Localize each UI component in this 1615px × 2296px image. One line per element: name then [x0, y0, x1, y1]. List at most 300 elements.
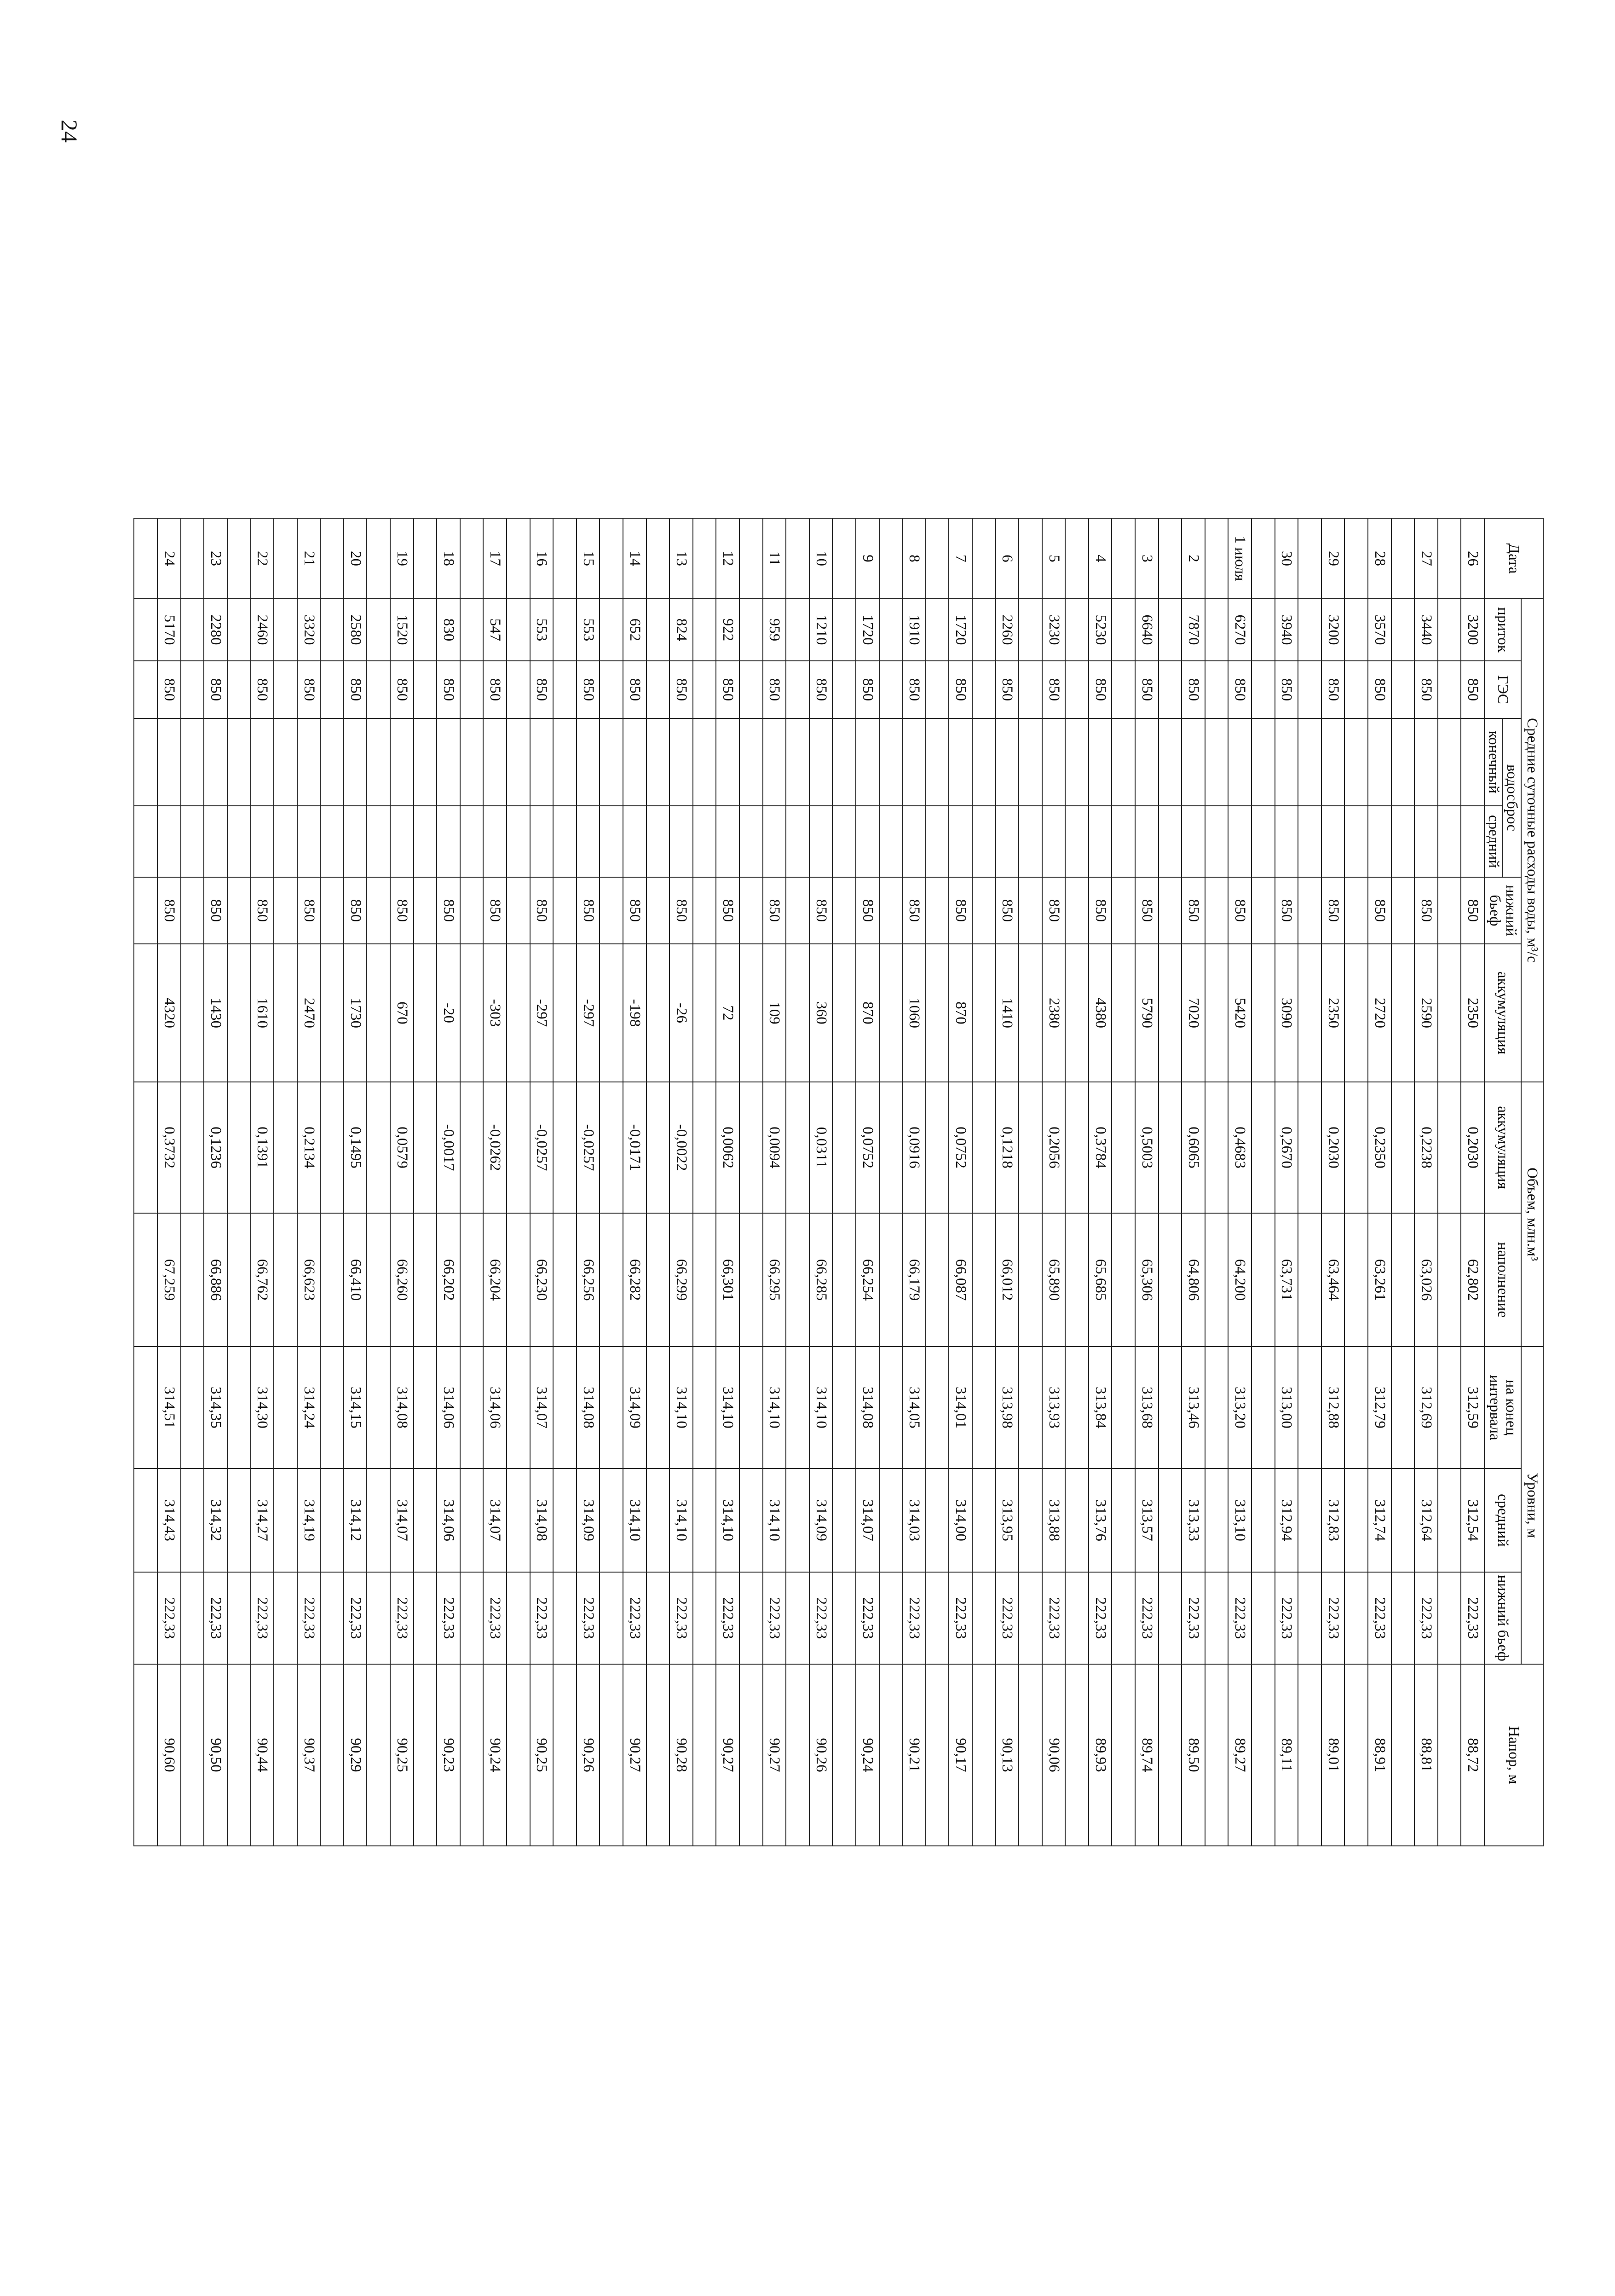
empty-cell: [460, 718, 484, 806]
empty-cell: [507, 1082, 530, 1213]
cell-acc-volume: 0,1218: [996, 1082, 1019, 1213]
empty-cell: [367, 1213, 391, 1347]
cell-inflow: 1520: [390, 599, 414, 661]
cell-spill-avg: [1042, 806, 1066, 877]
table-row-spacer: [1344, 518, 1368, 1846]
empty-cell: [367, 944, 391, 1082]
empty-cell: [879, 1572, 903, 1664]
cell-date: 23: [204, 518, 227, 599]
cell-level-avg: 314,10: [763, 1469, 786, 1572]
cell-acc-volume: 0,2030: [1461, 1082, 1484, 1213]
cell-spill-final: [204, 718, 227, 806]
empty-cell: [1438, 806, 1461, 877]
cell-spill-final: [297, 718, 321, 806]
empty-cell: [414, 599, 437, 661]
cell-hpp: 850: [1042, 661, 1066, 718]
cell-level-avg: 314,08: [530, 1469, 554, 1572]
empty-cell: [832, 806, 856, 877]
empty-cell: [926, 718, 949, 806]
cell-level-avg: 313,95: [996, 1469, 1019, 1572]
cell-spill-avg: [669, 806, 693, 877]
cell-acc-volume: 0,2238: [1414, 1082, 1438, 1213]
empty-cell: [414, 1572, 437, 1664]
empty-cell: [134, 1664, 157, 1846]
empty-cell: [1159, 877, 1182, 944]
cell-acc-volume: 0,2350: [1368, 1082, 1391, 1213]
cell-level-tail: 222,33: [344, 1572, 367, 1664]
empty-cell: [553, 806, 577, 877]
empty-cell: [646, 1572, 670, 1664]
empty-cell: [274, 599, 297, 661]
table-row: [344, 518, 367, 1846]
empty-cell: [1391, 661, 1415, 718]
empty-cell: [926, 1664, 949, 1846]
empty-cell: [1159, 1082, 1182, 1213]
table-row-spacer: [972, 518, 996, 1846]
empty-cell: [1112, 718, 1136, 806]
empty-cell: [739, 1664, 763, 1846]
empty-cell: [1159, 518, 1182, 599]
cell-tail-flow: 850: [1368, 877, 1391, 944]
header-flows-group: Средние суточные расходы воды, м³/с: [1521, 599, 1543, 1082]
empty-cell: [507, 599, 530, 661]
empty-cell: [786, 718, 809, 806]
empty-cell: [739, 599, 763, 661]
cell-filling: 66,282: [623, 1213, 646, 1347]
empty-cell: [739, 1082, 763, 1213]
cell-date: 1 июля: [1228, 518, 1252, 599]
cell-spill-final: [1135, 718, 1159, 806]
table-row-spacer: [879, 518, 903, 1846]
cell-spill-avg: [1368, 806, 1391, 877]
cell-acc-flow: 72: [716, 944, 739, 1082]
empty-cell: [460, 944, 484, 1082]
cell-inflow: 922: [716, 599, 739, 661]
empty-cell: [134, 599, 157, 661]
empty-cell: [553, 1664, 577, 1846]
empty-cell: [367, 661, 391, 718]
empty-cell: [646, 1469, 670, 1572]
empty-cell: [1019, 944, 1042, 1082]
cell-acc-flow: 109: [763, 944, 786, 1082]
cell-level-end: 312,88: [1321, 1347, 1345, 1469]
empty-cell: [1438, 1572, 1461, 1664]
cell-date: 21: [297, 518, 321, 599]
cell-level-avg: 312,83: [1321, 1469, 1345, 1572]
empty-cell: [227, 877, 251, 944]
empty-cell: [739, 518, 763, 599]
empty-cell: [693, 1469, 716, 1572]
empty-cell: [460, 1469, 484, 1572]
empty-cell: [553, 661, 577, 718]
cell-hpp: 850: [251, 661, 274, 718]
empty-cell: [832, 944, 856, 1082]
empty-cell: [460, 518, 484, 599]
cell-acc-volume: 0,0752: [949, 1082, 972, 1213]
empty-cell: [832, 1213, 856, 1347]
header-accumulation-flow: аккумуляция: [1484, 944, 1521, 1082]
empty-cell: [600, 661, 623, 718]
empty-cell: [1252, 1213, 1275, 1347]
empty-cell: [832, 718, 856, 806]
cell-tail-flow: 850: [949, 877, 972, 944]
empty-cell: [1205, 661, 1229, 718]
empty-cell: [1065, 518, 1089, 599]
cell-inflow: 5230: [1089, 599, 1112, 661]
cell-head: 90,44: [251, 1664, 274, 1846]
cell-inflow: 3230: [1042, 599, 1066, 661]
table-row: [483, 518, 507, 1846]
empty-cell: [972, 877, 996, 944]
cell-acc-flow: 2720: [1368, 944, 1391, 1082]
cell-date: 9: [856, 518, 879, 599]
empty-cell: [507, 944, 530, 1082]
cell-tail-flow: 850: [251, 877, 274, 944]
empty-cell: [1438, 661, 1461, 718]
cell-level-end: 313,84: [1089, 1347, 1112, 1469]
cell-level-tail: 222,33: [1228, 1572, 1252, 1664]
cell-acc-flow: 3090: [1275, 944, 1298, 1082]
empty-cell: [134, 877, 157, 944]
empty-cell: [739, 806, 763, 877]
empty-cell: [134, 518, 157, 599]
empty-cell: [553, 599, 577, 661]
cell-acc-volume: -0,0017: [437, 1082, 460, 1213]
header-date: Дата: [1484, 518, 1543, 599]
empty-cell: [1019, 806, 1042, 877]
cell-level-end: 313,46: [1182, 1347, 1205, 1469]
empty-cell: [972, 661, 996, 718]
cell-level-avg: 314,12: [344, 1469, 367, 1572]
empty-cell: [1298, 518, 1321, 599]
empty-cell: [1298, 1082, 1321, 1213]
cell-hpp: 850: [1461, 661, 1484, 718]
cell-tail-flow: 850: [1042, 877, 1066, 944]
empty-cell: [1065, 661, 1089, 718]
cell-date: 5: [1042, 518, 1066, 599]
table-row-spacer: [274, 518, 297, 1846]
header-spillway: водосброс: [1503, 718, 1521, 877]
cell-hpp: 850: [949, 661, 972, 718]
page-number: 24: [57, 120, 82, 143]
empty-cell: [600, 1469, 623, 1572]
empty-cell: [972, 944, 996, 1082]
cell-tail-flow: 850: [1182, 877, 1205, 944]
empty-cell: [460, 1664, 484, 1846]
empty-cell: [1391, 944, 1415, 1082]
cell-acc-volume: 0,0579: [390, 1082, 414, 1213]
cell-date: 19: [390, 518, 414, 599]
table-row-spacer: [1298, 518, 1321, 1846]
cell-level-tail: 222,33: [1182, 1572, 1205, 1664]
empty-cell: [460, 599, 484, 661]
empty-cell: [134, 1213, 157, 1347]
empty-cell: [320, 518, 344, 599]
table-row: [669, 518, 693, 1846]
empty-cell: [1252, 806, 1275, 877]
cell-date: 26: [1461, 518, 1484, 599]
cell-tail-flow: 850: [530, 877, 554, 944]
cell-spill-final: [437, 718, 460, 806]
empty-cell: [227, 944, 251, 1082]
table-row-spacer: [507, 518, 530, 1846]
cell-level-tail: 222,33: [577, 1572, 600, 1664]
empty-cell: [1065, 599, 1089, 661]
cell-head: 89,93: [1089, 1664, 1112, 1846]
cell-date: 6: [996, 518, 1019, 599]
empty-cell: [600, 518, 623, 599]
empty-cell: [786, 1082, 809, 1213]
empty-cell: [460, 806, 484, 877]
empty-cell: [832, 1347, 856, 1469]
empty-cell: [460, 661, 484, 718]
table-row-spacer: [1159, 518, 1182, 1846]
table-row-spacer: [181, 518, 204, 1846]
cell-hpp: 850: [577, 661, 600, 718]
empty-cell: [1112, 877, 1136, 944]
empty-cell: [181, 1082, 204, 1213]
empty-cell: [367, 718, 391, 806]
cell-filling: 66,012: [996, 1213, 1019, 1347]
cell-hpp: 850: [204, 661, 227, 718]
empty-cell: [1019, 1082, 1042, 1213]
empty-cell: [786, 1347, 809, 1469]
cell-acc-volume: 0,5003: [1135, 1082, 1159, 1213]
empty-cell: [1252, 944, 1275, 1082]
table-row: [1089, 518, 1112, 1846]
cell-date: 13: [669, 518, 693, 599]
cell-spill-avg: [1089, 806, 1112, 877]
table-row-spacer: [600, 518, 623, 1846]
cell-acc-volume: -0,0171: [623, 1082, 646, 1213]
cell-level-avg: 312,64: [1414, 1469, 1438, 1572]
cell-hpp: 850: [1321, 661, 1345, 718]
empty-cell: [460, 1213, 484, 1347]
cell-head: 90,37: [297, 1664, 321, 1846]
cell-filling: 64,200: [1228, 1213, 1252, 1347]
cell-level-end: 313,68: [1135, 1347, 1159, 1469]
empty-cell: [227, 1347, 251, 1469]
cell-acc-flow: 4380: [1089, 944, 1112, 1082]
empty-cell: [507, 1213, 530, 1347]
empty-cell: [1065, 1213, 1089, 1347]
empty-cell: [1252, 1469, 1275, 1572]
cell-level-tail: 222,33: [1042, 1572, 1066, 1664]
cell-spill-final: [996, 718, 1019, 806]
table-row-spacer: [832, 518, 856, 1846]
empty-cell: [879, 661, 903, 718]
cell-spill-avg: [1182, 806, 1205, 877]
empty-cell: [1344, 599, 1368, 661]
table-row-spacer: [693, 518, 716, 1846]
cell-head: 90,24: [483, 1664, 507, 1846]
empty-cell: [972, 599, 996, 661]
empty-cell: [1438, 877, 1461, 944]
cell-filling: 63,026: [1414, 1213, 1438, 1347]
empty-cell: [181, 1664, 204, 1846]
empty-cell: [1019, 661, 1042, 718]
cell-spill-avg: [437, 806, 460, 877]
empty-cell: [367, 518, 391, 599]
empty-cell: [367, 1572, 391, 1664]
cell-acc-flow: 5420: [1228, 944, 1252, 1082]
cell-acc-volume: 0,0094: [763, 1082, 786, 1213]
cell-tail-flow: 850: [577, 877, 600, 944]
empty-cell: [1298, 877, 1321, 944]
empty-cell: [1159, 1213, 1182, 1347]
cell-spill-avg: [390, 806, 414, 877]
empty-cell: [227, 661, 251, 718]
cell-spill-avg: [1135, 806, 1159, 877]
empty-cell: [320, 1213, 344, 1347]
empty-cell: [693, 806, 716, 877]
empty-cell: [1344, 518, 1368, 599]
cell-acc-volume: 0,6065: [1182, 1082, 1205, 1213]
table-row: [1321, 518, 1345, 1846]
cell-level-end: 313,20: [1228, 1347, 1252, 1469]
cell-level-avg: 314,09: [809, 1469, 833, 1572]
empty-cell: [181, 1213, 204, 1347]
cell-tail-flow: 850: [902, 877, 926, 944]
empty-cell: [832, 1082, 856, 1213]
empty-cell: [1159, 1664, 1182, 1846]
empty-cell: [1205, 1082, 1229, 1213]
cell-level-avg: 314,27: [251, 1469, 274, 1572]
empty-cell: [134, 1469, 157, 1572]
cell-level-end: 314,10: [716, 1347, 739, 1469]
cell-spill-final: [716, 718, 739, 806]
cell-level-avg: 313,88: [1042, 1469, 1066, 1572]
empty-cell: [646, 1347, 670, 1469]
cell-level-avg: 314,03: [902, 1469, 926, 1572]
empty-cell: [320, 1664, 344, 1846]
empty-cell: [414, 806, 437, 877]
cell-level-tail: 222,33: [204, 1572, 227, 1664]
empty-cell: [181, 1469, 204, 1572]
cell-inflow: 3570: [1368, 599, 1391, 661]
cell-inflow: 3200: [1461, 599, 1484, 661]
empty-cell: [1112, 1572, 1136, 1664]
cell-acc-volume: 0,2030: [1321, 1082, 1345, 1213]
cell-acc-volume: 0,0752: [856, 1082, 879, 1213]
cell-tail-flow: 850: [1135, 877, 1159, 944]
empty-cell: [1159, 944, 1182, 1082]
cell-hpp: 850: [1414, 661, 1438, 718]
empty-cell: [646, 599, 670, 661]
cell-spill-avg: [716, 806, 739, 877]
header-tailwater-flow: нижний бьеф: [1484, 877, 1521, 944]
empty-cell: [646, 718, 670, 806]
empty-cell: [274, 1213, 297, 1347]
empty-cell: [926, 944, 949, 1082]
empty-cell: [926, 599, 949, 661]
empty-cell: [1252, 1664, 1275, 1846]
cell-date: 27: [1414, 518, 1438, 599]
cell-inflow: 1720: [949, 599, 972, 661]
empty-cell: [507, 1572, 530, 1664]
cell-level-tail: 222,33: [1461, 1572, 1484, 1664]
empty-cell: [1344, 718, 1368, 806]
cell-acc-volume: 0,2056: [1042, 1082, 1066, 1213]
cell-filling: 66,230: [530, 1213, 554, 1347]
empty-cell: [693, 944, 716, 1082]
empty-cell: [739, 1469, 763, 1572]
header-spill-avg: средний: [1484, 806, 1503, 877]
empty-cell: [320, 1347, 344, 1469]
empty-cell: [1019, 599, 1042, 661]
empty-cell: [460, 1347, 484, 1469]
cell-hpp: 850: [1275, 661, 1298, 718]
empty-cell: [227, 1213, 251, 1347]
table-row-spacer: [1205, 518, 1229, 1846]
empty-cell: [926, 1082, 949, 1213]
cell-level-tail: 222,33: [623, 1572, 646, 1664]
empty-cell: [414, 1664, 437, 1846]
cell-acc-flow: 2590: [1414, 944, 1438, 1082]
cell-head: 90,60: [157, 1664, 181, 1846]
empty-cell: [832, 518, 856, 599]
empty-cell: [1344, 1082, 1368, 1213]
empty-cell: [1252, 518, 1275, 599]
cell-date: 16: [530, 518, 554, 599]
cell-head: 90,25: [390, 1664, 414, 1846]
cell-filling: 66,285: [809, 1213, 833, 1347]
empty-cell: [414, 1213, 437, 1347]
empty-cell: [134, 661, 157, 718]
empty-cell: [181, 1572, 204, 1664]
cell-level-avg: 314,43: [157, 1469, 181, 1572]
empty-cell: [786, 661, 809, 718]
cell-tail-flow: 850: [1461, 877, 1484, 944]
cell-hpp: 850: [390, 661, 414, 718]
cell-date: 24: [157, 518, 181, 599]
cell-level-end: 314,06: [483, 1347, 507, 1469]
cell-level-avg: 313,57: [1135, 1469, 1159, 1572]
empty-cell: [1298, 1213, 1321, 1347]
cell-filling: 65,685: [1089, 1213, 1112, 1347]
cell-inflow: 547: [483, 599, 507, 661]
header-head: Напор, м: [1484, 1664, 1543, 1846]
empty-cell: [972, 718, 996, 806]
table-row: [530, 518, 554, 1846]
empty-cell: [1205, 1572, 1229, 1664]
header-accumulation-volume: аккумуляция: [1484, 1082, 1521, 1213]
cell-inflow: 2280: [204, 599, 227, 661]
cell-level-end: 314,10: [669, 1347, 693, 1469]
empty-cell: [972, 518, 996, 599]
cell-filling: 66,301: [716, 1213, 739, 1347]
cell-head: 89,11: [1275, 1664, 1298, 1846]
cell-filling: 66,204: [483, 1213, 507, 1347]
empty-cell: [600, 718, 623, 806]
cell-level-avg: 312,94: [1275, 1469, 1298, 1572]
cell-hpp: 850: [856, 661, 879, 718]
empty-cell: [1065, 806, 1089, 877]
empty-cell: [507, 877, 530, 944]
empty-cell: [553, 1082, 577, 1213]
cell-inflow: 1210: [809, 599, 833, 661]
cell-level-avg: 314,32: [204, 1469, 227, 1572]
header-volume-group: Объем, млн.м³: [1521, 1082, 1543, 1347]
empty-cell: [1298, 1347, 1321, 1469]
header-hpp: ГЭС: [1484, 661, 1521, 718]
cell-level-tail: 222,33: [251, 1572, 274, 1664]
cell-level-end: 314,10: [763, 1347, 786, 1469]
cell-head: 90,26: [577, 1664, 600, 1846]
cell-spill-avg: [1414, 806, 1438, 877]
empty-cell: [367, 1469, 391, 1572]
cell-acc-flow: -26: [669, 944, 693, 1082]
